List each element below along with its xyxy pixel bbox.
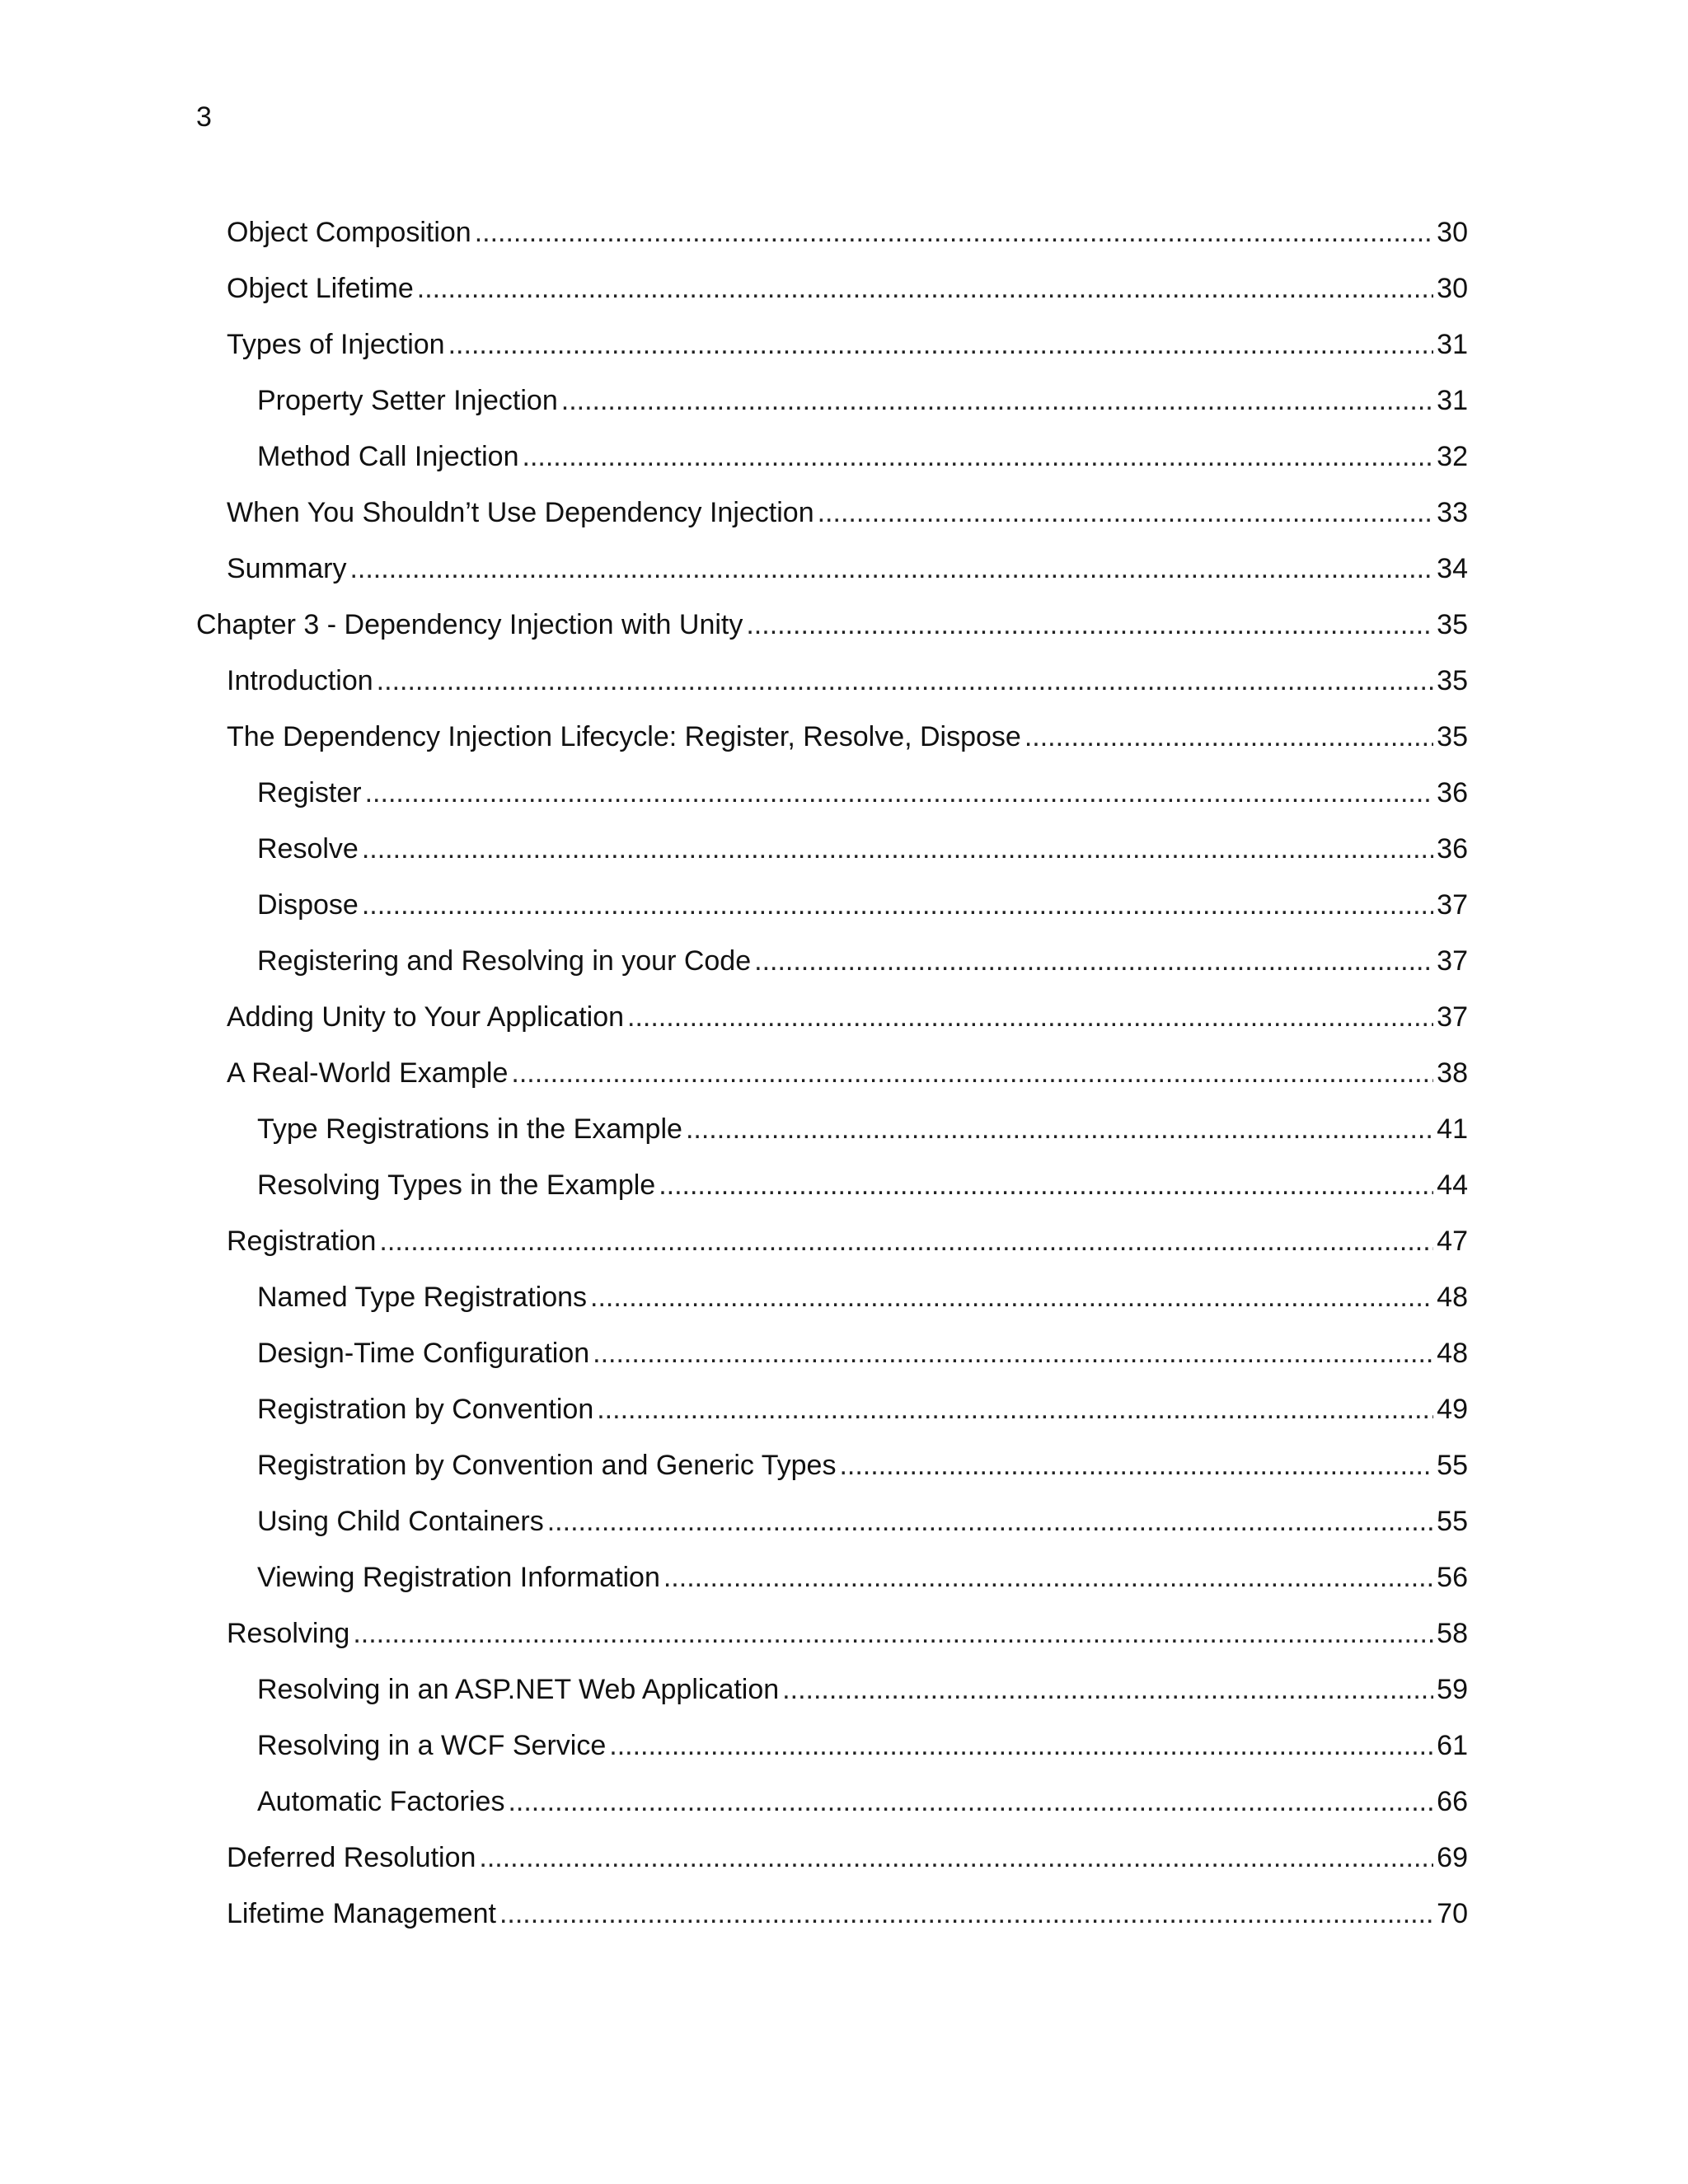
toc-entry-title: Summary bbox=[227, 553, 347, 584]
toc-entry[interactable] bbox=[196, 1558, 1468, 1614]
toc-entry[interactable] bbox=[196, 773, 1468, 829]
toc-entry-title: Adding Unity to Your Application bbox=[227, 1001, 625, 1033]
toc-entry-page-number: 36 bbox=[1437, 777, 1468, 808]
toc-entry-page-number: 48 bbox=[1437, 1338, 1468, 1369]
toc-entry-title: Type Registrations in the Example bbox=[257, 1113, 682, 1145]
dot-leader bbox=[511, 1053, 1433, 1093]
toc-entry[interactable] bbox=[196, 997, 1468, 1053]
dot-leader bbox=[523, 437, 1434, 476]
dot-leader bbox=[590, 1277, 1433, 1317]
toc-entry[interactable] bbox=[196, 605, 1468, 661]
toc-entry-page-number: 66 bbox=[1437, 1786, 1468, 1817]
toc-entry-title: Method Call Injection bbox=[257, 441, 519, 472]
toc-entry-page-number: 36 bbox=[1437, 833, 1468, 865]
toc-entry-title: Resolving Types in the Example bbox=[257, 1169, 656, 1201]
toc-entry-page-number: 56 bbox=[1437, 1562, 1468, 1593]
toc-entry-title: Design-Time Configuration bbox=[257, 1338, 590, 1369]
toc-entry-page-number: 58 bbox=[1437, 1618, 1468, 1649]
toc-entry-title: Deferred Resolution bbox=[227, 1842, 476, 1873]
dot-leader bbox=[508, 1782, 1433, 1821]
table-of-contents bbox=[196, 213, 1468, 1950]
toc-entry-page-number: 31 bbox=[1437, 329, 1468, 360]
toc-entry[interactable] bbox=[196, 1221, 1468, 1277]
toc-entry-page-number: 35 bbox=[1437, 665, 1468, 696]
toc-entry-title: Named Type Registrations bbox=[257, 1282, 588, 1313]
toc-entry-title: Chapter 3 - Dependency Injection with Unity bbox=[196, 609, 743, 640]
dot-leader bbox=[839, 1446, 1433, 1485]
dot-leader bbox=[659, 1165, 1433, 1205]
toc-entry-page-number: 48 bbox=[1437, 1282, 1468, 1313]
toc-entry-title: Resolving bbox=[227, 1618, 350, 1649]
toc-entry[interactable] bbox=[196, 549, 1468, 605]
toc-entry[interactable] bbox=[196, 325, 1468, 381]
toc-entry-title: Using Child Containers bbox=[257, 1506, 544, 1537]
toc-entry[interactable] bbox=[196, 1838, 1468, 1894]
toc-entry-title: The Dependency Injection Lifecycle: Register, Resolve, Dispose bbox=[227, 721, 1021, 752]
dot-leader bbox=[353, 1614, 1433, 1653]
toc-entry-page-number: 61 bbox=[1437, 1730, 1468, 1761]
dot-leader bbox=[609, 1726, 1433, 1765]
toc-entry-title: Automatic Factories bbox=[257, 1786, 505, 1817]
toc-entry[interactable] bbox=[196, 1333, 1468, 1390]
toc-entry-page-number: 37 bbox=[1437, 1001, 1468, 1033]
toc-entry[interactable] bbox=[196, 381, 1468, 437]
toc-entry-title: Resolving in a WCF Service bbox=[257, 1730, 607, 1761]
dot-leader bbox=[362, 885, 1433, 925]
toc-entry-page-number: 59 bbox=[1437, 1674, 1468, 1705]
toc-entry[interactable] bbox=[196, 941, 1468, 997]
dot-leader bbox=[663, 1558, 1433, 1597]
toc-entry[interactable] bbox=[196, 1390, 1468, 1446]
toc-entry-page-number: 37 bbox=[1437, 889, 1468, 921]
toc-entry-title: When You Shouldn’t Use Dependency Injection bbox=[227, 497, 814, 528]
toc-entry[interactable] bbox=[196, 885, 1468, 941]
dot-leader bbox=[448, 325, 1434, 364]
toc-entry-page-number: 30 bbox=[1437, 273, 1468, 304]
dot-leader bbox=[365, 773, 1434, 813]
toc-entry-title: A Real-World Example bbox=[227, 1057, 509, 1089]
toc-entry-page-number: 35 bbox=[1437, 721, 1468, 752]
toc-entry-page-number: 38 bbox=[1437, 1057, 1468, 1089]
toc-entry-title: Registration by Convention bbox=[257, 1394, 594, 1425]
toc-entry-page-number: 37 bbox=[1437, 945, 1468, 977]
toc-entry[interactable] bbox=[196, 661, 1468, 717]
dot-leader bbox=[362, 829, 1433, 869]
dot-leader bbox=[782, 1670, 1433, 1709]
dot-leader bbox=[475, 213, 1433, 252]
dot-leader bbox=[561, 381, 1433, 420]
toc-entry-page-number: 47 bbox=[1437, 1226, 1468, 1257]
toc-entry[interactable] bbox=[196, 1165, 1468, 1221]
dot-leader bbox=[479, 1838, 1433, 1877]
toc-entry-title: Types of Injection bbox=[227, 329, 445, 360]
toc-entry[interactable] bbox=[196, 1502, 1468, 1558]
toc-entry-title: Viewing Registration Information bbox=[257, 1562, 660, 1593]
toc-entry-title: Registering and Resolving in your Code bbox=[257, 945, 752, 977]
toc-entry[interactable] bbox=[196, 1726, 1468, 1782]
toc-entry[interactable] bbox=[196, 1053, 1468, 1109]
toc-entry-title: Registration bbox=[227, 1226, 377, 1257]
dot-leader bbox=[1025, 717, 1433, 757]
toc-entry-page-number: 32 bbox=[1437, 441, 1468, 472]
toc-entry-title: Property Setter Injection bbox=[257, 385, 558, 416]
toc-entry[interactable] bbox=[196, 213, 1468, 269]
page-number: 3 bbox=[196, 101, 212, 133]
toc-entry[interactable] bbox=[196, 1277, 1468, 1333]
toc-entry-title: Registration by Convention and Generic Types bbox=[257, 1450, 837, 1481]
toc-entry-page-number: 31 bbox=[1437, 385, 1468, 416]
dot-leader bbox=[547, 1502, 1433, 1541]
toc-entry-page-number: 30 bbox=[1437, 217, 1468, 248]
dot-leader bbox=[627, 997, 1433, 1037]
toc-entry[interactable] bbox=[196, 1446, 1468, 1502]
toc-entry-page-number: 55 bbox=[1437, 1450, 1468, 1481]
toc-entry-page-number: 35 bbox=[1437, 609, 1468, 640]
dot-leader bbox=[377, 661, 1434, 701]
toc-entry[interactable] bbox=[196, 1782, 1468, 1838]
toc-entry[interactable] bbox=[196, 493, 1468, 549]
toc-entry-title: Introduction bbox=[227, 665, 373, 696]
dot-leader bbox=[754, 941, 1433, 981]
toc-entry-page-number: 49 bbox=[1437, 1394, 1468, 1425]
toc-entry-page-number: 41 bbox=[1437, 1113, 1468, 1145]
toc-entry-title: Lifetime Management bbox=[227, 1898, 496, 1929]
toc-entry[interactable] bbox=[196, 1894, 1468, 1950]
toc-entry[interactable] bbox=[196, 1670, 1468, 1726]
dot-leader bbox=[499, 1894, 1433, 1933]
toc-entry-title: Register bbox=[257, 777, 362, 808]
toc-entry-title: Object Lifetime bbox=[227, 273, 414, 304]
dot-leader bbox=[597, 1390, 1433, 1429]
toc-entry[interactable] bbox=[196, 437, 1468, 493]
toc-entry-title: Resolving in an ASP.NET Web Application bbox=[257, 1674, 780, 1705]
toc-entry-title: Resolve bbox=[257, 833, 359, 865]
toc-entry-page-number: 69 bbox=[1437, 1842, 1468, 1873]
toc-entry[interactable] bbox=[196, 829, 1468, 885]
toc-entry-page-number: 44 bbox=[1437, 1169, 1468, 1201]
toc-entry-page-number: 70 bbox=[1437, 1898, 1468, 1929]
toc-entry-title: Object Composition bbox=[227, 217, 471, 248]
dot-leader bbox=[746, 605, 1433, 644]
toc-entry[interactable] bbox=[196, 1109, 1468, 1165]
dot-leader bbox=[593, 1333, 1433, 1373]
dot-leader bbox=[349, 549, 1433, 588]
toc-entry[interactable] bbox=[196, 1614, 1468, 1670]
toc-entry-title: Dispose bbox=[257, 889, 359, 921]
toc-entry-page-number: 33 bbox=[1437, 497, 1468, 528]
dot-leader bbox=[417, 269, 1433, 308]
dot-leader bbox=[818, 493, 1434, 532]
toc-entry[interactable] bbox=[196, 269, 1468, 325]
toc-entry[interactable] bbox=[196, 717, 1468, 773]
toc-entry-page-number: 55 bbox=[1437, 1506, 1468, 1537]
dot-leader bbox=[686, 1109, 1433, 1149]
toc-entry-page-number: 34 bbox=[1437, 553, 1468, 584]
dot-leader bbox=[379, 1221, 1433, 1261]
